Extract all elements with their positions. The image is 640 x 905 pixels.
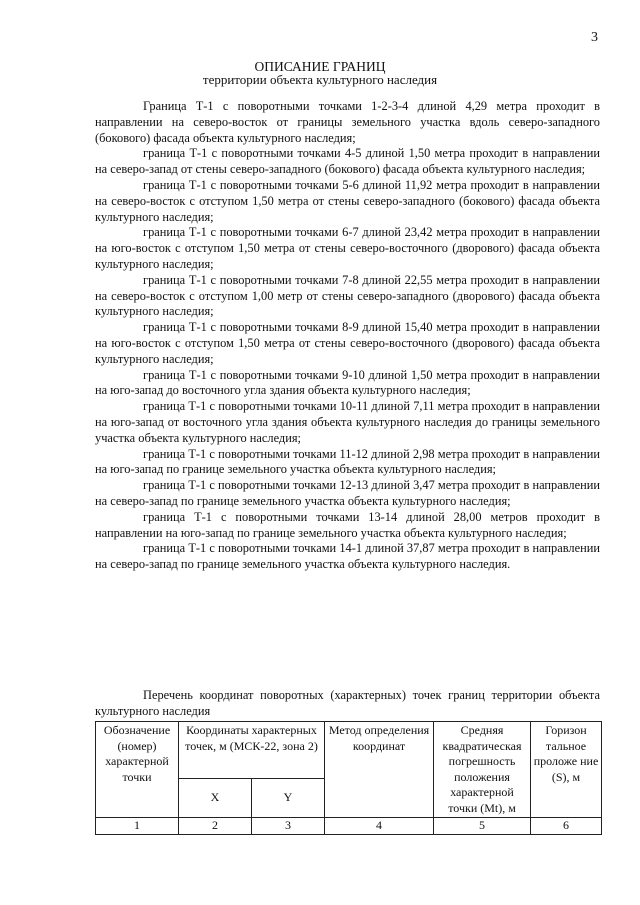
column-number: 3 [252,818,325,835]
column-number: 4 [325,818,434,835]
boundary-paragraph: граница Т-1 с поворотными точками 11-12 длиной 2,98 метра проходит в направлении на юго-запад по границе земельного участка объекта культурного наследия; [95,446,600,477]
header-designation: Обозначение (номер) характерной точки [96,722,179,818]
column-number: 6 [531,818,602,835]
column-number: 5 [434,818,531,835]
boundary-paragraph: граница Т-1 с поворотными точками 14-1 длиной 37,87 метра проходит в направлении на северо-запад по границе земельного участка объекта культурного наследия. [95,541,600,572]
coordinates-table [95,721,602,835]
boundary-paragraph: граница Т-1 с поворотными точками 12-13 длиной 3,47 метра проходит в направлении на северо-запад по границе земельного участка объекта культурного наследия; [95,478,600,508]
header-method: Метод определения координат [325,722,434,818]
boundary-paragraph: Граница Т-1 с поворотными точками 1-2-3-4 длиной 4,29 метра проходит в направлении на северо-восток от границы земельного участка вдоль северо-западного (бокового) фасада объекта культурного наследия; [95,99,600,145]
boundary-paragraph: граница Т-1 с поворотными точками 8-9 длиной 15,40 метра проходит в направлении на юго-восток с отступом 1,50 метра от стены северо-восточного (дворового) фасада объекта культурного наследия; [95,320,600,366]
column-number: 2 [179,818,252,835]
boundary-paragraph: граница Т-1 с поворотными точками 5-6 длиной 11,92 метра проходит в направлении на северо-восток с отступом 1,50 метра от стены северо-западного (бокового) фасада объекта культурного наследия; [95,177,600,224]
boundary-paragraph: граница Т-1 с поворотными точками 10-11 длиной 7,11 метра проходит в направлении на юго-запад от восточного угла здания объекта культурного наследия до границы земельного участка объекта культурного наследия; [95,399,600,445]
boundary-paragraph: граница Т-1 с поворотными точками 6-7 длиной 23,42 метра проходит в направлении на юго-восток с отступом 1,50 метра от стены северо-восточного (дворового) фасада объекта культурного наследия; [95,225,600,271]
table-header-row [96,722,602,779]
header-x: X [179,779,252,818]
header-y: Y [252,779,325,818]
header-horizontal: Горизон тальное проложе ние (S), м [531,722,602,818]
boundary-description [95,99,600,573]
column-number: 1 [96,818,179,835]
header-error: Средняя квадратическая погрешность положения характерной точки (Mt), м [434,722,531,818]
header-coordinates: Координаты характерных точек, м (МСК-22, зона 2) [179,722,325,779]
boundary-paragraph: граница Т-1 с поворотными точками 4-5 длиной 1,50 метра проходит в направлении на северо-запад от стены северо-западного (бокового) фасада объекта культурного наследия; [95,146,600,177]
coordinates-list-intro: Перечень координат поворотных (характерных) точек границ территории объекта культурного наследия [95,688,600,718]
boundary-paragraph: граница Т-1 с поворотными точками 9-10 длиной 1,50 метра проходит в направлении на юго-запад до восточного угла здания объекта культурного наследия; [95,367,600,398]
document-subtitle: территории объекта культурного наследия [202,72,438,87]
table-column-numbers-row [96,818,602,835]
page-number: 3 [591,30,598,45]
boundary-paragraph: граница Т-1 с поворотными точками 13-14 длиной 28,00 метров проходит в направлении на юго-запад по границе земельного участка объекта культурного наследия; [95,509,600,540]
document-title: ОПИСАНИЕ ГРАНИЦ [254,59,386,74]
boundary-paragraph: граница Т-1 с поворотными точками 7-8 длиной 22,55 метра проходит в направлении на северо-восток с отступом 1,00 метр от стены северо-западного (дворового) фасада объекта культурного наследия; [95,272,600,319]
